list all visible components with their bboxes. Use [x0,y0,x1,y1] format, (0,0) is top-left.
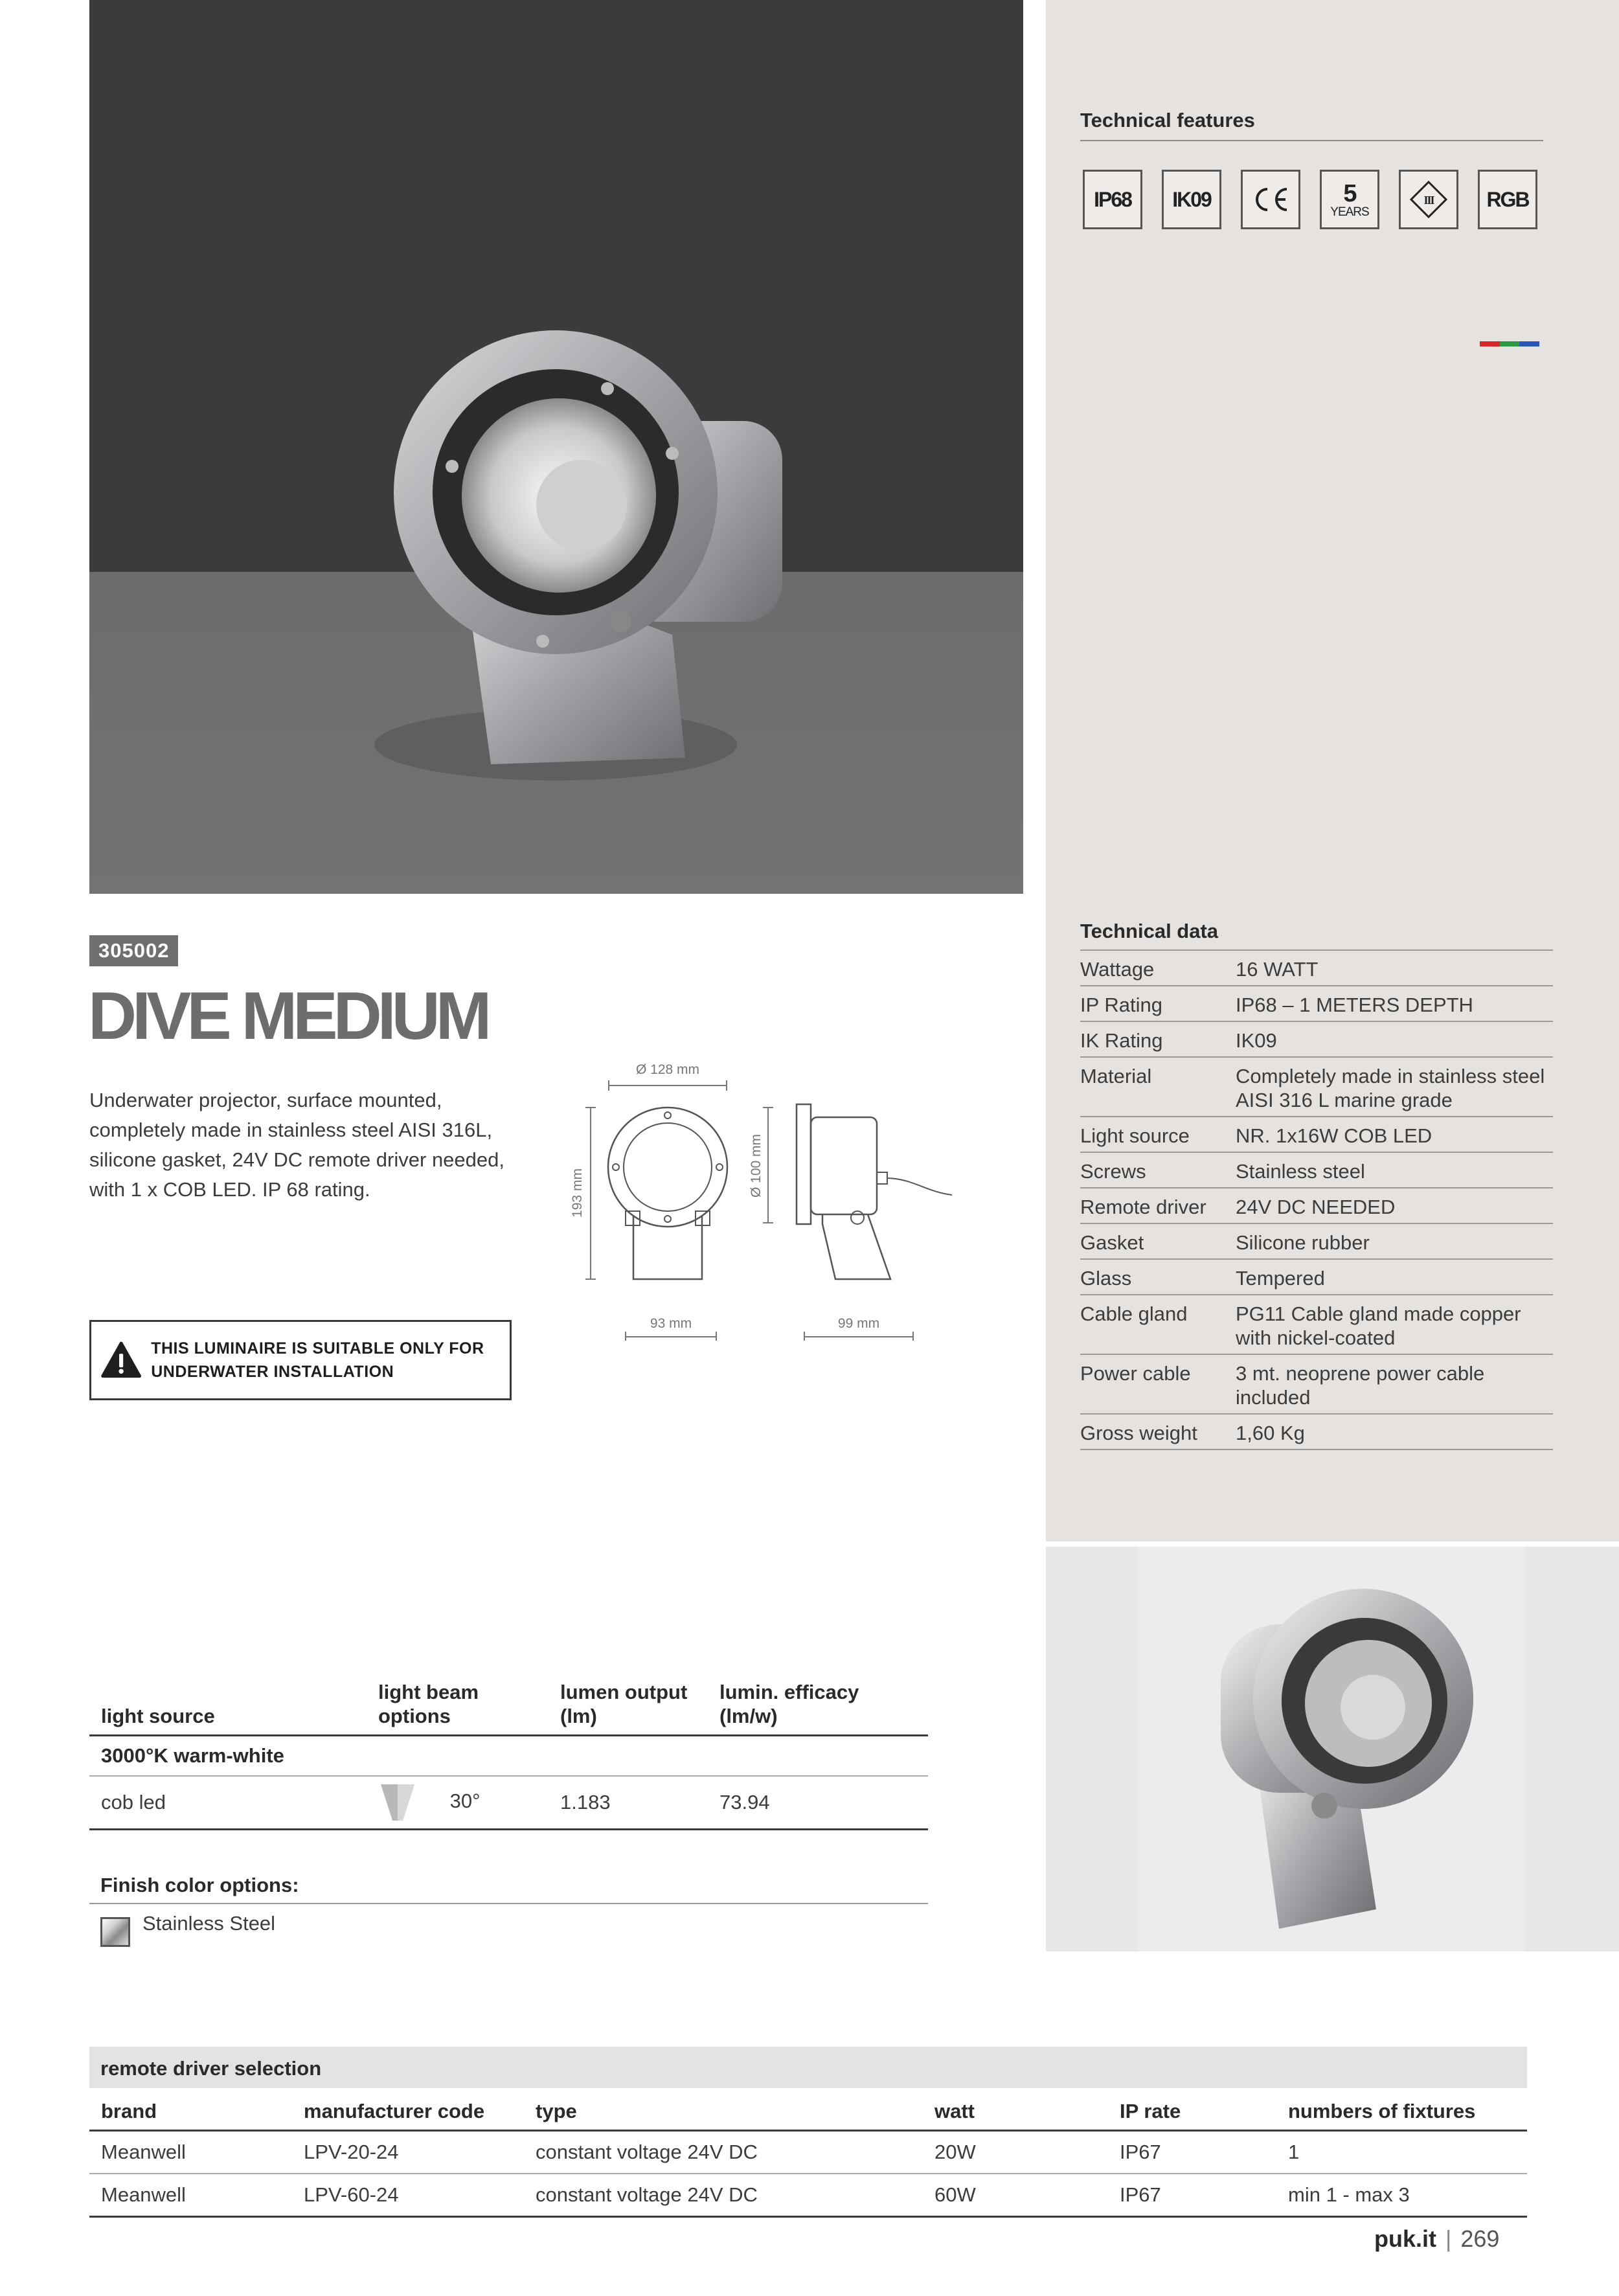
td-value: 24V DC NEEDED [1236,1188,1553,1223]
table-header-row [89,1676,928,1736]
ik09-badge-icon: IK09 [1162,170,1221,229]
td-value: 3 mt. neoprene power cable included [1236,1354,1553,1414]
table-row [89,2174,1527,2217]
td-key: IP Rating [1080,986,1236,1021]
col-brand: brand [89,2093,292,2131]
td-value: IK09 [1236,1021,1553,1057]
td-value: PG11 Cable gland made copper with nickel-coated [1236,1295,1553,1354]
td-value: IP68 – 1 METERS DEPTH [1236,986,1553,1021]
cell-light-source: cob led [89,1776,367,1830]
table-row [1080,1259,1553,1295]
warning-icon [100,1329,142,1391]
td-key: Cable gland [1080,1295,1236,1354]
warning-text: THIS LUMINAIRE IS SUITABLE ONLY FOR UNDERWATER INSTALLATION [151,1339,484,1381]
td-key: Gasket [1080,1223,1236,1259]
rgb-badge-icon: RGB [1478,170,1537,229]
table-row [1080,1021,1553,1057]
finish-divider [89,1903,928,1904]
table-row [1080,1057,1553,1117]
cell-type: constant voltage 24V DC [524,2131,923,2174]
col-watt: watt [923,2093,1108,2131]
col-manufacturer-code: manufacturer code [292,2093,524,2131]
table-row [1080,1354,1553,1414]
td-value: 1,60 Kg [1236,1414,1553,1449]
cell-fixtures: 1 [1276,2131,1527,2174]
dim-side-diameter: Ø 100 mm [749,1133,764,1198]
td-value: 16 WATT [1236,950,1553,986]
col-light-beam: light beam options [367,1676,549,1736]
cell-ip: IP67 [1108,2174,1276,2217]
technical-features-title: Technical features [1080,109,1255,131]
cell-code: LPV-60-24 [292,2174,524,2217]
product-title: DIVE MEDIUM [88,979,488,1054]
table-row [89,2131,1527,2174]
class-iii-glyph [1409,179,1449,220]
beam-angle-value: 30° [449,1790,481,1813]
footer-brand-link[interactable]: puk.it [1374,2225,1436,2252]
light-source-table [89,1676,928,1830]
td-value: Stainless steel [1236,1152,1553,1188]
table-row [1080,1188,1553,1223]
technical-features-divider [1080,140,1543,141]
cell-watt: 60W [923,2174,1108,2217]
table-header-row [89,2093,1527,2131]
color-temperature-group: 3000°K warm-white [89,1736,928,1777]
beam-angle-icon [378,1784,417,1821]
cell-beam [367,1776,549,1830]
class-iii-icon [1399,170,1458,229]
table-row [1080,1117,1553,1152]
stainless-steel-swatch [100,1917,130,1947]
dim-front-diameter: Ø 128 mm [635,1062,700,1077]
col-type: type [524,2093,923,2131]
col-fixtures: numbers of fixtures [1276,2093,1527,2131]
technical-data-table [1080,949,1553,1450]
rgb-green-swatch [1500,341,1520,347]
cell-ip: IP67 [1108,2131,1276,2174]
ce-mark-icon [1241,170,1300,229]
remote-driver-table [89,2093,1527,2218]
ce-mark-glyph [1251,185,1291,214]
table-row [1080,1152,1553,1188]
td-value: Silicone rubber [1236,1223,1553,1259]
dim-side-width: 99 mm [837,1316,880,1331]
product-description: Underwater projector, surface mounted, completely made in stainless steel AISI 316L, silicone gasket, 24V DC remote driver needed, with 1 x COB LED. IP 68 rating. [89,1089,504,1201]
td-key: IK Rating [1080,1021,1236,1057]
rgb-color-strip [1480,341,1539,347]
cell-watt: 20W [923,2131,1108,2174]
cell-type: constant voltage 24V DC [524,2174,923,2217]
td-key: Screws [1080,1152,1236,1188]
finish-option-label: Stainless Steel [142,1912,276,1935]
td-key: Material [1080,1057,1236,1117]
projector-illustration [89,0,1023,894]
cell-brand: Meanwell [89,2131,292,2174]
td-key: Gross weight [1080,1414,1236,1449]
td-key: Power cable [1080,1354,1236,1414]
five-years-warranty-icon: 5 YEARS [1320,170,1379,229]
td-key: Wattage [1080,950,1236,986]
cell-efficacy: 73.94 [708,1776,928,1830]
col-light-source: light source [89,1676,367,1736]
dimension-drawing [563,1056,965,1341]
table-row [1080,1295,1553,1354]
svg-text:III: III [1423,194,1434,207]
dim-front-width: 93 mm [650,1316,692,1331]
product-hero-photo [89,0,1023,894]
col-lumen: lumen output (lm) [549,1676,708,1736]
table-row [1080,1414,1553,1449]
product-detail-photo [1046,1547,1619,1951]
footer-separator: | [1445,2225,1452,2252]
table-row [1080,950,1553,986]
projector-detail-illustration [1046,1547,1619,1951]
table-group-row [89,1736,928,1777]
td-key: Remote driver [1080,1188,1236,1223]
td-value: NR. 1x16W COB LED [1236,1117,1553,1152]
cell-brand: Meanwell [89,2174,292,2217]
cell-code: LPV-20-24 [292,2131,524,2174]
page-footer [1374,2225,1499,2253]
cell-lumen: 1.183 [549,1776,708,1830]
dim-height: 193 mm [570,1168,585,1218]
page-number: 269 [1460,2225,1500,2252]
td-key: Light source [1080,1117,1236,1152]
ip68-badge-icon: IP68 [1083,170,1142,229]
td-key: Glass [1080,1259,1236,1295]
td-value: Tempered [1236,1259,1553,1295]
table-row [1080,986,1553,1021]
col-ip-rate: IP rate [1108,2093,1276,2131]
td-value: Completely made in stainless steel AISI 316 L marine grade [1236,1057,1553,1117]
rgb-blue-swatch [1519,341,1539,347]
warning-box [89,1320,512,1400]
table-row [1080,1223,1553,1259]
finish-title: Finish color options: [100,1874,299,1896]
technical-data-title: Technical data [1080,920,1219,942]
table-row [89,1776,928,1830]
rgb-red-swatch [1480,341,1500,347]
remote-driver-title: remote driver selection [100,2057,322,2080]
col-efficacy: lumin. efficacy (lm/w) [708,1676,928,1736]
cell-fixtures: min 1 - max 3 [1276,2174,1527,2217]
product-code-badge: 305002 [89,935,178,966]
